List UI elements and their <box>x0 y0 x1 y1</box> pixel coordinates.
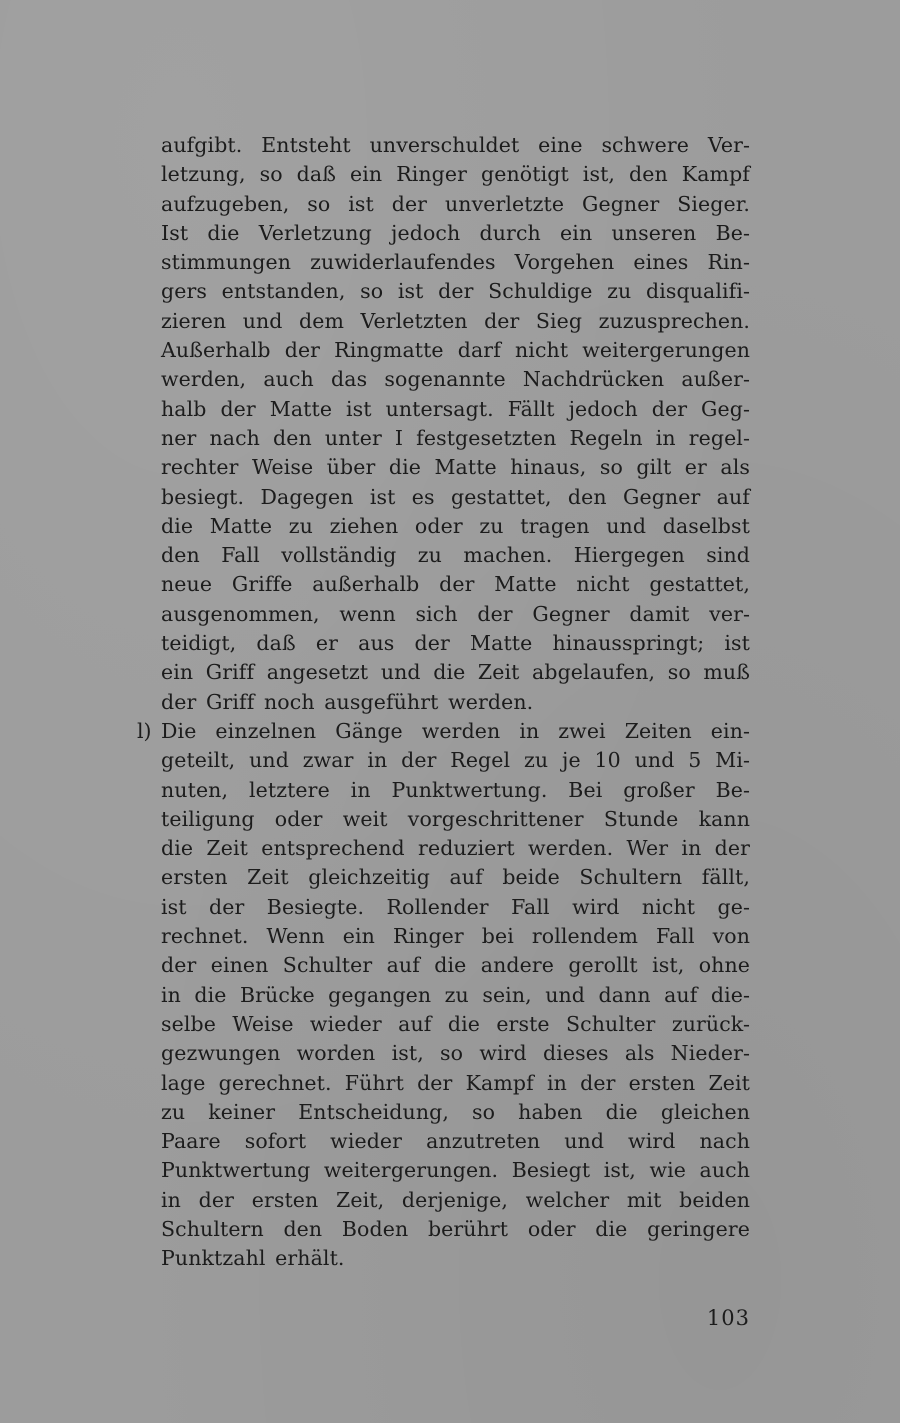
text-line: Ist die Verletzung jedoch durch ein unseren Be- <box>161 220 751 245</box>
text-line: in die Brücke gegangen zu sein, und dann auf die- <box>161 982 750 1007</box>
list-marker: l) <box>137 718 152 743</box>
text-line: Schultern den Boden berührt oder die geringere <box>161 1216 751 1241</box>
text-line: selbe Weise wieder auf die erste Schulter zurück- <box>161 1011 750 1036</box>
text-line: rechnet. Wenn ein Ringer bei rollendem Fall von <box>161 924 751 949</box>
text-line: neue Griffe außerhalb der Matte nicht gestattet, <box>161 572 750 597</box>
text-line: ner nach den unter I festgesetzten Regeln in regel- <box>161 425 750 450</box>
page-number: 103 <box>706 1306 750 1330</box>
text-line: werden, auch das sogenannte Nachdrücken außer- <box>161 367 751 392</box>
text-line: rechter Weise über die Matte hinaus, so gilt er als <box>161 455 750 480</box>
text-line: lage gerechnet. Führt der Kampf in der ersten Zeit <box>161 1070 751 1095</box>
text-line: teidigt, daß er aus der Matte hinausspringt; ist <box>161 631 751 656</box>
text-line: in der ersten Zeit, derjenige, welcher mit beiden <box>161 1187 751 1212</box>
text-line: den Fall vollständig zu machen. Hiergegen sind <box>161 543 751 568</box>
paragraph-continuation <box>161 131 750 717</box>
text-line: ersten Zeit gleichzeitig auf beide Schultern fällt, <box>161 865 750 890</box>
text-line: besiegt. Dagegen ist es gestattet, den Gegner auf <box>161 484 750 509</box>
text-line: Die einzelnen Gänge werden in zwei Zeiten ein- <box>161 718 751 743</box>
text-line: Punktzahl erhält. <box>161 1246 345 1271</box>
text-line: der einen Schulter auf die andere gerollt ist, ohne <box>161 953 750 978</box>
text-line: gezwungen worden ist, so wird dieses als Nieder- <box>161 1041 750 1066</box>
text-line: geteilt, und zwar in der Regel zu je 10 und 5 Mi- <box>161 748 750 773</box>
text-line: aufzugeben, so ist der unverletzte Gegner Sieger. <box>161 191 750 216</box>
text-line: ist der Besiegte. Rollender Fall wird nicht ge- <box>161 894 750 919</box>
text-line: aufgibt. Entsteht unverschuldet eine schwere Ver- <box>161 133 750 157</box>
text-line: letzung, so daß ein Ringer genötigt ist, den Kampf <box>161 162 750 187</box>
text-line: Punktwertung weitergerungen. Besiegt ist, wie auch <box>161 1158 751 1183</box>
text-line: gers entstanden, so ist der Schuldige zu disqualifi- <box>161 279 750 304</box>
text-line: nuten, letztere in Punktwertung. Bei großer Be- <box>161 777 751 802</box>
text-line: stimmungen zuwiderlaufendes Vorgehen eines Rin- <box>161 250 750 275</box>
text-line: ein Griff angesetzt und die Zeit abgelaufen, so muß <box>161 660 750 685</box>
text-line: die Zeit entsprechend reduziert werden. Wer in der <box>161 836 751 861</box>
text-line: teiligung oder weit vorgeschrittener Stunde kann <box>161 806 751 831</box>
body-text <box>137 131 751 1274</box>
text-line: zieren und dem Verletzten der Sieg zuzusprechen. <box>161 308 751 333</box>
text-line: ausgenommen, wenn sich der Gegner damit ver- <box>161 601 751 626</box>
text-line: zu keiner Entscheidung, so haben die gleichen <box>161 1099 751 1124</box>
text-line: die Matte zu ziehen oder zu tragen und daselbst <box>161 513 750 538</box>
text-line: Paare sofort wieder anzutreten und wird nach <box>161 1129 750 1154</box>
list-item-l <box>137 717 751 1274</box>
text-line: Außerhalb der Ringmatte darf nicht weitergerungen <box>161 338 750 363</box>
text-line: halb der Matte ist untersagt. Fällt jedoch der Geg- <box>161 396 751 421</box>
text-line: der Griff noch ausgeführt werden. <box>161 689 534 714</box>
